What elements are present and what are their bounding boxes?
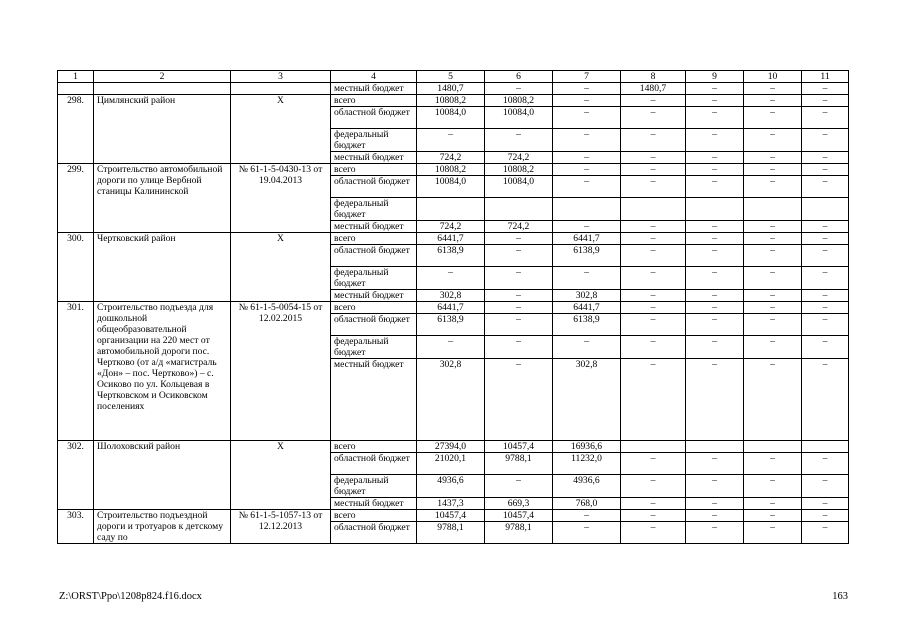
funding-source: областной бюджет	[331, 314, 417, 336]
amount-cell: –	[485, 233, 553, 245]
funding-source: областной бюджет	[331, 453, 417, 475]
amount-cell	[686, 198, 744, 221]
amount-cell: 27394,0	[417, 441, 485, 453]
amount-cell: –	[621, 475, 686, 498]
object-code: Х	[231, 95, 331, 164]
funding-source: областной бюджет	[331, 176, 417, 198]
page-number: 163	[832, 591, 848, 602]
header-row	[58, 71, 849, 83]
amount-cell: –	[744, 475, 802, 498]
table-row	[58, 164, 849, 176]
amount-cell: 6441,7	[417, 302, 485, 314]
amount-cell: –	[686, 267, 744, 290]
funding-source: местный бюджет	[331, 359, 417, 441]
amount-cell: 6138,9	[417, 314, 485, 336]
amount-cell: –	[553, 164, 621, 176]
amount-cell: –	[621, 233, 686, 245]
amount-cell: –	[744, 453, 802, 475]
amount-cell	[621, 198, 686, 221]
amount-cell: 724,2	[417, 152, 485, 164]
file-path: Z:\ORST\Ppo\1208p824.f16.docx	[59, 591, 202, 602]
column-header: 4	[331, 71, 417, 83]
column-header: 8	[621, 71, 686, 83]
amount-cell: 10808,2	[485, 164, 553, 176]
amount-cell: –	[621, 290, 686, 302]
amount-cell: –	[621, 221, 686, 233]
amount-cell: –	[485, 336, 553, 359]
amount-cell: –	[686, 107, 744, 129]
amount-cell: –	[621, 245, 686, 267]
amount-cell: –	[802, 314, 849, 336]
amount-cell: –	[485, 245, 553, 267]
amount-cell: –	[744, 83, 802, 95]
table-row	[58, 233, 849, 245]
column-header: 9	[686, 71, 744, 83]
amount-cell: –	[802, 152, 849, 164]
funding-source: федеральный бюджет	[331, 267, 417, 290]
amount-cell: –	[744, 164, 802, 176]
row-number	[58, 83, 94, 95]
funding-source: областной бюджет	[331, 107, 417, 129]
amount-cell: 302,8	[417, 359, 485, 441]
amount-cell: –	[686, 498, 744, 510]
amount-cell: –	[686, 164, 744, 176]
amount-cell: –	[621, 498, 686, 510]
funding-source: областной бюджет	[331, 245, 417, 267]
column-header: 5	[417, 71, 485, 83]
amount-cell: 6441,7	[553, 302, 621, 314]
funding-source: федеральный бюджет	[331, 336, 417, 359]
table-row	[58, 95, 849, 107]
amount-cell: 1480,7	[417, 83, 485, 95]
amount-cell: 724,2	[485, 221, 553, 233]
amount-cell: –	[744, 302, 802, 314]
amount-cell: –	[744, 359, 802, 441]
amount-cell: –	[553, 83, 621, 95]
amount-cell: 10457,4	[417, 510, 485, 522]
amount-cell: –	[621, 359, 686, 441]
amount-cell	[553, 198, 621, 221]
amount-cell	[686, 441, 744, 453]
amount-cell: –	[485, 314, 553, 336]
amount-cell: 302,8	[417, 290, 485, 302]
amount-cell: 9788,1	[485, 453, 553, 475]
amount-cell: –	[553, 95, 621, 107]
amount-cell: –	[686, 453, 744, 475]
amount-cell: –	[417, 129, 485, 152]
amount-cell: 302,8	[553, 359, 621, 441]
amount-cell: 302,8	[553, 290, 621, 302]
amount-cell: –	[802, 164, 849, 176]
funding-source: всего	[331, 164, 417, 176]
amount-cell: 10084,0	[485, 176, 553, 198]
amount-cell: –	[802, 302, 849, 314]
amount-cell: –	[802, 95, 849, 107]
amount-cell: –	[621, 510, 686, 522]
object-code: № 61-1-5-0054-15 от 12.02.2015	[231, 302, 331, 441]
amount-cell: –	[621, 107, 686, 129]
amount-cell: 9788,1	[485, 522, 553, 544]
amount-cell: –	[744, 176, 802, 198]
object-name: Шолоховский район	[94, 441, 231, 510]
amount-cell: –	[802, 510, 849, 522]
amount-cell: 768,0	[553, 498, 621, 510]
funding-source: федеральный бюджет	[331, 475, 417, 498]
amount-cell: 6138,9	[553, 245, 621, 267]
column-header: 2	[94, 71, 231, 83]
funding-source: всего	[331, 302, 417, 314]
funding-source: местный бюджет	[331, 152, 417, 164]
amount-cell: 1480,7	[621, 83, 686, 95]
amount-cell: –	[802, 475, 849, 498]
amount-cell: 6138,9	[553, 314, 621, 336]
amount-cell: 10808,2	[417, 164, 485, 176]
funding-source: федеральный бюджет	[331, 198, 417, 221]
amount-cell: –	[417, 336, 485, 359]
column-header: 10	[744, 71, 802, 83]
object-name: Строительство автомобильной дороги по улице Вербной станицы Калининской	[94, 164, 231, 233]
amount-cell: –	[802, 245, 849, 267]
amount-cell: –	[686, 245, 744, 267]
amount-cell: 10457,4	[485, 510, 553, 522]
amount-cell: –	[686, 176, 744, 198]
row-number: 298.	[58, 95, 94, 164]
row-number: 302.	[58, 441, 94, 510]
amount-cell: –	[553, 221, 621, 233]
amount-cell: –	[417, 267, 485, 290]
amount-cell: 16936,6	[553, 441, 621, 453]
amount-cell: –	[686, 95, 744, 107]
amount-cell: 6441,7	[417, 233, 485, 245]
amount-cell: –	[744, 267, 802, 290]
amount-cell: –	[686, 233, 744, 245]
amount-cell: –	[686, 522, 744, 544]
amount-cell: –	[485, 475, 553, 498]
amount-cell: –	[621, 267, 686, 290]
amount-cell: –	[802, 107, 849, 129]
amount-cell: –	[744, 498, 802, 510]
amount-cell: 4936,6	[417, 475, 485, 498]
amount-cell: –	[621, 314, 686, 336]
amount-cell: –	[686, 336, 744, 359]
amount-cell: –	[802, 498, 849, 510]
amount-cell: –	[686, 129, 744, 152]
amount-cell: –	[802, 290, 849, 302]
column-header: 6	[485, 71, 553, 83]
amount-cell: –	[621, 129, 686, 152]
amount-cell: 669,3	[485, 498, 553, 510]
amount-cell: –	[744, 336, 802, 359]
amount-cell: –	[802, 267, 849, 290]
amount-cell: –	[553, 510, 621, 522]
amount-cell: –	[802, 83, 849, 95]
amount-cell: 4936,6	[553, 475, 621, 498]
amount-cell: –	[553, 107, 621, 129]
column-header: 7	[553, 71, 621, 83]
amount-cell: –	[621, 522, 686, 544]
amount-cell	[485, 198, 553, 221]
amount-cell: –	[686, 221, 744, 233]
amount-cell: –	[744, 107, 802, 129]
column-header: 1	[58, 71, 94, 83]
amount-cell: –	[621, 336, 686, 359]
amount-cell: –	[485, 129, 553, 152]
amount-cell: –	[802, 336, 849, 359]
amount-cell: 21020,1	[417, 453, 485, 475]
funding-source: областной бюджет	[331, 522, 417, 544]
amount-cell	[621, 441, 686, 453]
funding-source: всего	[331, 441, 417, 453]
amount-cell: 10084,0	[417, 107, 485, 129]
amount-cell: –	[621, 164, 686, 176]
column-header: 3	[231, 71, 331, 83]
amount-cell: –	[744, 314, 802, 336]
amount-cell: –	[553, 152, 621, 164]
amount-cell: –	[686, 83, 744, 95]
row-number: 299.	[58, 164, 94, 233]
amount-cell: 6138,9	[417, 245, 485, 267]
amount-cell: 10084,0	[417, 176, 485, 198]
amount-cell: –	[485, 267, 553, 290]
funding-source: федеральный бюджет	[331, 129, 417, 152]
row-number: 301.	[58, 302, 94, 441]
object-name: Строительство подъезда для дошкольной общеобразовательной организации на 220 мест от автомобильной дороги пос. Чертково (от а/д «магистраль «Дон» – пос. Чертково») – с. Осиково по ул. Кольцевая в Чертковском и Осиковском поселениях	[94, 302, 231, 441]
amount-cell: 10808,2	[417, 95, 485, 107]
funding-source: всего	[331, 233, 417, 245]
amount-cell: –	[744, 290, 802, 302]
table-row	[58, 441, 849, 453]
amount-cell: 724,2	[485, 152, 553, 164]
amount-cell: –	[686, 314, 744, 336]
amount-cell: –	[802, 221, 849, 233]
object-code: № 61-1-5-1057-13 от 12.12.2013	[231, 510, 331, 544]
object-code: Х	[231, 441, 331, 510]
table-row	[58, 83, 849, 95]
row-number: 303.	[58, 510, 94, 544]
amount-cell: –	[744, 245, 802, 267]
table-row	[58, 510, 849, 522]
amount-cell: –	[802, 359, 849, 441]
amount-cell: –	[802, 129, 849, 152]
object-name	[94, 83, 231, 95]
table-row	[58, 302, 849, 314]
amount-cell: –	[744, 152, 802, 164]
funding-source: всего	[331, 510, 417, 522]
amount-cell: 6441,7	[553, 233, 621, 245]
amount-cell: –	[686, 510, 744, 522]
budget-table	[57, 70, 849, 544]
object-name: Строительство подъездной дороги и тротуаров к детскому саду по	[94, 510, 231, 544]
amount-cell: –	[744, 510, 802, 522]
amount-cell: –	[802, 233, 849, 245]
funding-source: всего	[331, 95, 417, 107]
amount-cell: –	[485, 290, 553, 302]
amount-cell: –	[553, 267, 621, 290]
amount-cell: –	[485, 83, 553, 95]
amount-cell: –	[485, 302, 553, 314]
object-name: Чертковский район	[94, 233, 231, 302]
amount-cell	[744, 441, 802, 453]
amount-cell: 10084,0	[485, 107, 553, 129]
funding-source: местный бюджет	[331, 83, 417, 95]
amount-cell: 11232,0	[553, 453, 621, 475]
amount-cell: –	[621, 302, 686, 314]
amount-cell	[802, 441, 849, 453]
funding-source: местный бюджет	[331, 498, 417, 510]
amount-cell: –	[686, 152, 744, 164]
amount-cell: –	[686, 359, 744, 441]
object-name: Цимлянский район	[94, 95, 231, 164]
amount-cell	[802, 198, 849, 221]
amount-cell: –	[553, 176, 621, 198]
amount-cell: –	[744, 233, 802, 245]
amount-cell: 9788,1	[417, 522, 485, 544]
object-code: Х	[231, 233, 331, 302]
amount-cell: 1437,3	[417, 498, 485, 510]
amount-cell: 724,2	[417, 221, 485, 233]
object-code	[231, 83, 331, 95]
amount-cell: –	[553, 336, 621, 359]
amount-cell: –	[744, 95, 802, 107]
funding-source: местный бюджет	[331, 221, 417, 233]
amount-cell: –	[802, 176, 849, 198]
amount-cell: –	[686, 290, 744, 302]
amount-cell: –	[686, 475, 744, 498]
funding-source: местный бюджет	[331, 290, 417, 302]
amount-cell: –	[621, 95, 686, 107]
amount-cell: 10457,4	[485, 441, 553, 453]
amount-cell: –	[744, 221, 802, 233]
amount-cell: –	[621, 176, 686, 198]
amount-cell: –	[744, 129, 802, 152]
amount-cell	[417, 198, 485, 221]
amount-cell: –	[553, 522, 621, 544]
column-header: 11	[802, 71, 849, 83]
amount-cell: –	[485, 359, 553, 441]
amount-cell: –	[686, 302, 744, 314]
amount-cell: –	[802, 453, 849, 475]
amount-cell: –	[802, 522, 849, 544]
row-number: 300.	[58, 233, 94, 302]
amount-cell: –	[621, 453, 686, 475]
amount-cell: –	[553, 129, 621, 152]
object-code: № 61-1-5-0430-13 от 19.04.2013	[231, 164, 331, 233]
amount-cell: 10808,2	[485, 95, 553, 107]
amount-cell: –	[621, 152, 686, 164]
amount-cell	[744, 198, 802, 221]
amount-cell: –	[744, 522, 802, 544]
